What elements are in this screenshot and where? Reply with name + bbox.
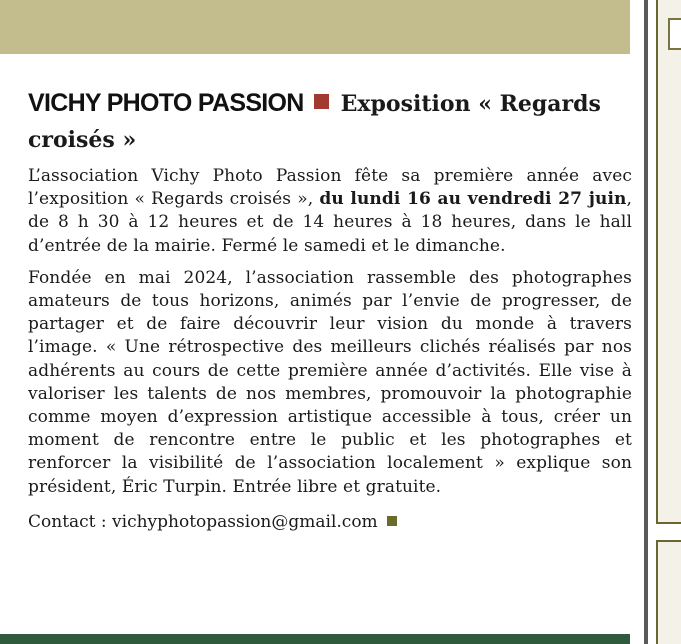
adjacent-column-cap [668, 18, 681, 50]
end-mark-icon [387, 516, 397, 526]
column-separator [644, 0, 648, 644]
contact-text: Contact : vichyphotopassion@gmail.com [28, 511, 378, 532]
paragraph-1-text-a: L’association Vichy Photo Passion fête sa première année avec l’exposition « Regards croisés », [28, 166, 632, 210]
adjacent-column-bottom [656, 540, 681, 644]
article [28, 84, 632, 534]
article-kicker: VICHY PHOTO PASSION [28, 89, 304, 117]
article-title: Exposition « Regards croisés » [28, 91, 601, 153]
adjacent-column-top [656, 0, 681, 524]
footer-band [0, 634, 630, 644]
article-paragraph-2: Fondée en mai 2024, l’association rassemble des photographes amateurs de tous horizons, animés par l’envie de progresser, de partager et de faire découvrir leur vision du monde à travers l’image. « Une rétrospective des meilleurs clichés réalisés par nos adhérents au cours de cette première année d’activités. Elle vise à valoriser les talents de nos membres, promouvoir la photographie comme moyen d’expression artistique accessible à tous, créer un moment de rencontre entre le public et les photographes et renforcer la visibilité de l’association localement » explique son président, Éric Turpin. Entrée libre et gratuite. [28, 267, 632, 497]
article-contact [28, 511, 632, 534]
paragraph-1-dates: du lundi 16 au vendredi 27 juin [319, 189, 627, 210]
paragraph-1-text-b: , de 8 h 30 à 12 heures et de 14 heures à 18 heures, dans le hall d’entrée de la mairie. Fermé le samedi et le dimanche. [28, 189, 632, 256]
header-band [0, 0, 630, 54]
separator-square-icon [314, 94, 329, 109]
article-headline [28, 84, 632, 156]
article-paragraph-1 [28, 165, 632, 258]
